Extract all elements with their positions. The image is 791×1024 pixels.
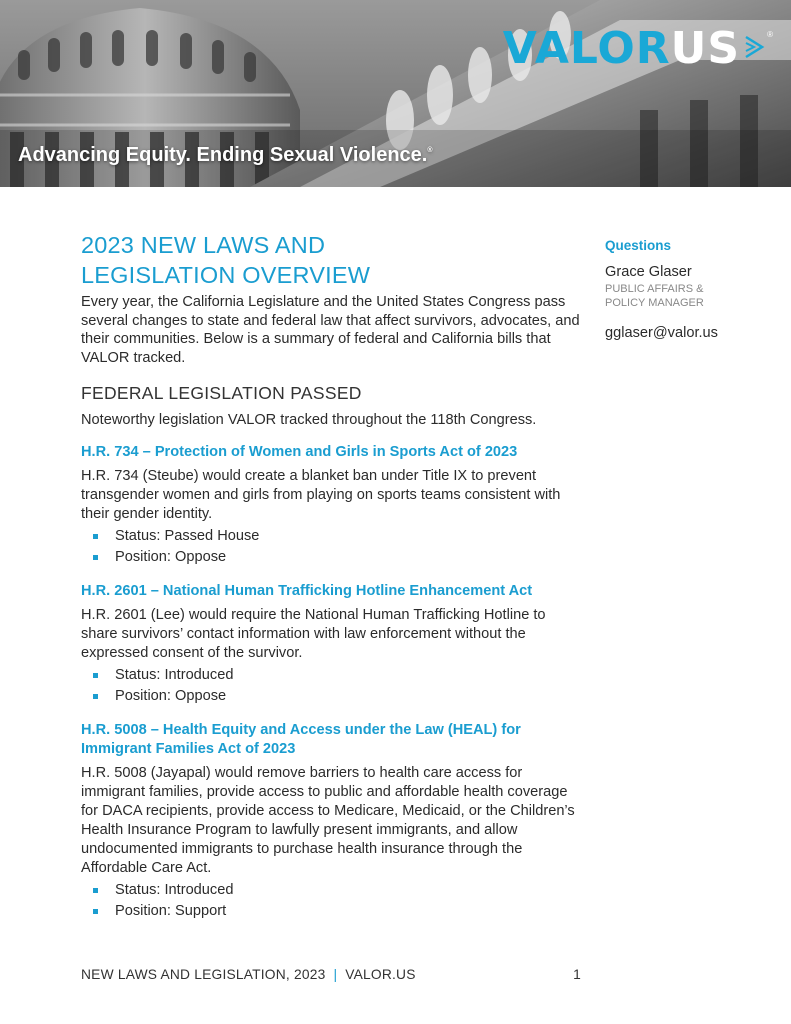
bill-status xyxy=(93,526,581,548)
logo-text-valor: VALOR xyxy=(502,23,671,74)
contact-role: PUBLIC AFFAIRS & POLICY MANAGER xyxy=(605,283,704,309)
page-number: 1 xyxy=(573,967,581,982)
footer-website-link[interactable]: VALOR.US xyxy=(345,967,416,982)
page-title-line-1: 2023 NEW LAWS AND xyxy=(81,232,326,258)
bill-status xyxy=(93,665,581,687)
contact-email-link[interactable]: gglaser@valor.us xyxy=(605,325,718,341)
bill-details-list xyxy=(81,526,581,569)
bill-status xyxy=(93,880,581,902)
page-footer xyxy=(81,967,581,982)
bill-position-text: Position: Oppose xyxy=(115,688,227,704)
bill-status-text: Status: Introduced xyxy=(115,881,234,898)
bill-position xyxy=(93,901,581,923)
main-content xyxy=(81,230,581,923)
page-title-line-2: LEGISLATION OVERVIEW xyxy=(81,262,371,288)
footer-separator: | xyxy=(333,967,338,982)
bill-position xyxy=(93,686,581,708)
bill-description: H.R. 2601 (Lee) would require the National Human Trafficking Hotline to share survivors’ contact information with law enforcement without the expressed consent of the survivor. xyxy=(81,606,546,661)
tagline-registered-mark: ® xyxy=(427,147,433,154)
bill-description: H.R. 5008 (Jayapal) would remove barriers to health care access for immigrant families, provide access to public and affordable health coverage for DACA recipients, provide access to Medicare, Medicaid, or the Children’s Health Insurance Program to lawfully present immigrants, and allow undocumented immigrants to purchase health insurance through the Affordable Care Act. xyxy=(81,764,575,876)
bill-position xyxy=(93,547,581,569)
square-bullet-icon xyxy=(93,673,98,678)
bill-title: H.R. 734 – Protection of Women and Girls in Sports Act of 2023 xyxy=(81,443,518,460)
square-bullet-icon xyxy=(93,534,98,539)
logo-chevron-icon xyxy=(744,34,766,60)
square-bullet-icon xyxy=(93,694,98,699)
square-bullet-icon xyxy=(93,909,98,914)
footer-document-title: NEW LAWS AND LEGISLATION, 2023 xyxy=(81,967,326,982)
bill-hr-5008 xyxy=(81,721,581,923)
bill-hr-2601 xyxy=(81,582,581,708)
logo-text-us: US xyxy=(670,23,741,74)
bill-details-list xyxy=(81,665,581,708)
bill-description: H.R. 734 (Steube) would create a blanket ban under Title IX to prevent transgender women and girls from playing on sports teams consistent with their gender identity. xyxy=(81,467,561,522)
tagline-text: Advancing Equity. Ending Sexual Violence. xyxy=(18,144,428,166)
page-title xyxy=(81,230,581,290)
bill-position-text: Position: Oppose xyxy=(115,549,227,565)
intro-paragraph: Every year, the California Legislature and the United States Congress pass several changes to state and federal law that affect survivors, advocates, and their communities. Below is a summary of federal and California bills that VALOR tracked. xyxy=(81,294,580,366)
questions-heading: Questions xyxy=(605,238,672,253)
valorus-logo xyxy=(503,24,773,74)
bill-title: H.R. 2601 – National Human Trafficking Hotline Enhancement Act xyxy=(81,582,533,599)
bill-details-list xyxy=(81,880,581,923)
square-bullet-icon xyxy=(93,555,98,560)
bill-status-text: Status: Passed House xyxy=(115,527,260,544)
bill-hr-734 xyxy=(81,443,581,569)
section-subtitle: Noteworthy legislation VALOR tracked throughout the 118th Congress. xyxy=(81,412,537,428)
logo-registered-mark: ® xyxy=(767,30,773,39)
tagline xyxy=(18,144,433,167)
bill-title: H.R. 5008 – Health Equity and Access under the Law (HEAL) for Immigrant Families Act of 2023 xyxy=(81,721,521,757)
header-banner xyxy=(0,0,791,187)
section-title: FEDERAL LEGISLATION PASSED xyxy=(81,383,362,403)
contact-sidebar xyxy=(605,237,775,342)
bill-position-text: Position: Support xyxy=(115,903,227,919)
square-bullet-icon xyxy=(93,888,98,893)
bill-status-text: Status: Introduced xyxy=(115,666,234,683)
contact-name: Grace Glaser xyxy=(605,264,692,280)
